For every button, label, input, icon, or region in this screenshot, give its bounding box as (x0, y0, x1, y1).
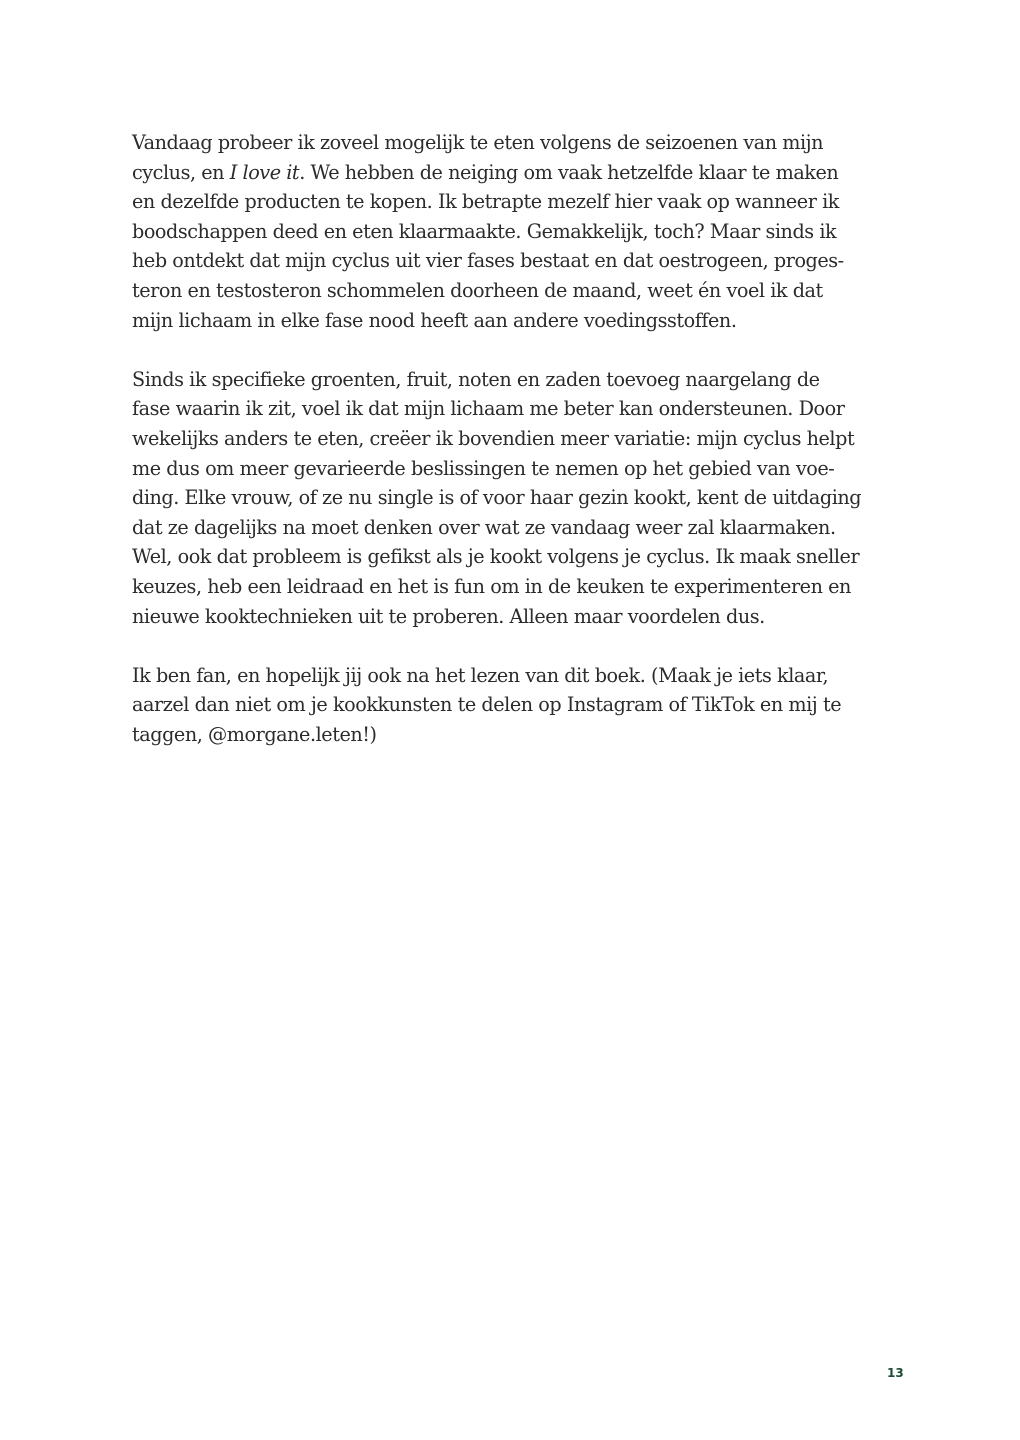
text-line: heb ontdekt dat mijn cyclus uit vier fases bestaat en dat oestrogeen, proges- (132, 249, 844, 273)
text-line: en dezelfde producten te kopen. Ik betrapte mezelf hier vaak op wanneer ik (132, 190, 839, 214)
paragraph-2 (132, 365, 902, 631)
text-line: cyclus, en I love it. We hebben de neiging om vaak hetzelfde klaar te maken (132, 160, 839, 184)
text-line: Vandaag probeer ik zoveel mogelijk te eten volgens de seizoenen van mijn (132, 131, 824, 154)
text-line: ding. Elke vrouw, of ze nu single is of voor haar gezin kookt, kent de uitdaging (132, 486, 862, 510)
paragraph-3 (132, 661, 902, 750)
emphasis-text: I love it (229, 160, 300, 184)
text-line: boodschappen deed en eten klaarmaakte. Gemakkelijk, toch? Maar sinds ik (132, 219, 837, 243)
text-line: Ik ben fan, en hopelijk jij ook na het lezen van dit boek. (Maak je iets klaar, (132, 663, 829, 687)
text-line: wekelijks anders te eten, creëer ik bovendien meer variatie: mijn cyclus helpt (132, 426, 855, 450)
paragraph-1 (132, 128, 902, 335)
text-line: aarzel dan niet om je kookkunsten te delen op Instagram of TikTok en mij te (132, 693, 842, 717)
page-number: 13 (887, 1366, 904, 1380)
text-line: Sinds ik specifieke groenten, fruit, noten en zaden toevoeg naargelang de (132, 367, 820, 391)
text-line: fase waarin ik zit, voel ik dat mijn lichaam me beter kan ondersteunen. Door (132, 397, 845, 421)
text-line: taggen, @morgane.leten!) (132, 722, 377, 746)
body-text (132, 128, 902, 779)
text-line: dat ze dagelijks na moet denken over wat ze vandaag weer zal klaarmaken. (132, 515, 836, 539)
text-line: nieuwe kooktechnieken uit te proberen. Alleen maar voordelen dus. (132, 604, 765, 628)
text-line: me dus om meer gevarieerde beslissingen te nemen op het gebied van voe- (132, 456, 835, 480)
text-line: mijn lichaam in elke fase nood heeft aan andere voedingsstoffen. (132, 308, 737, 332)
text-line: teron en testosteron schommelen doorheen de maand, weet én voel ik dat (132, 278, 823, 302)
text-line: keuzes, heb een leidraad en het is fun om in de keuken te experimenteren en (132, 574, 851, 598)
text-line: Wel, ook dat probleem is gefikst als je kookt volgens je cyclus. Ik maak sneller (132, 545, 860, 569)
